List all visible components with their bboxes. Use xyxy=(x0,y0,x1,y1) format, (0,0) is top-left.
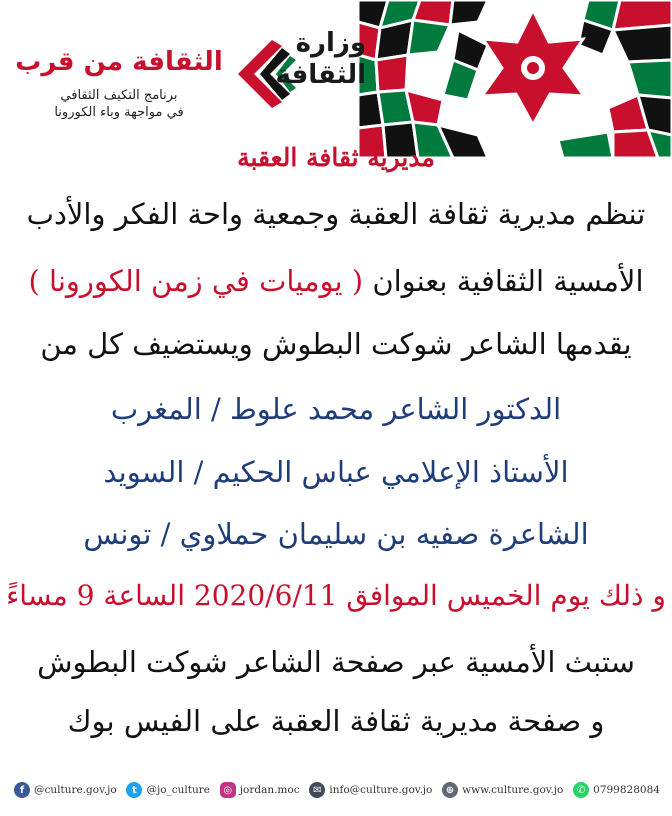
organizers-line: تنظم مديرية ثقافة العقبة وجمعية واحة الفكر والأدب xyxy=(26,197,646,231)
whatsapp-contact[interactable] xyxy=(573,782,660,798)
directorate-title: مديرية ثقافة العقبة xyxy=(237,143,435,172)
guest-3: الشاعرة صفيه بن سليمان حملاوي / تونس xyxy=(83,517,589,551)
program-subtitle-line1: برنامج التكيف الثقافي xyxy=(60,87,178,103)
ministry-title-line1: وزارة xyxy=(295,28,366,58)
broadcast-line-2: و صفحة مديرية ثقافة العقبة على الفيس بوك xyxy=(67,704,605,738)
event-title-prefix: الأمسية الثقافية بعنوان xyxy=(372,264,644,298)
program-title: الثقافة من قرب xyxy=(15,47,223,77)
globe-icon: ⊕ xyxy=(442,782,458,798)
program-subtitle-line2: في مواجهة وباء الكورونا xyxy=(54,105,184,121)
event-title-line xyxy=(0,264,672,298)
program-logo xyxy=(14,48,224,122)
guest-1: الدكتور الشاعر محمد علوط / المغرب xyxy=(110,392,562,426)
instagram-icon: ◎ xyxy=(220,782,236,798)
instagram-contact[interactable] xyxy=(220,782,300,798)
whatsapp-icon: ✆ xyxy=(573,782,589,798)
guest-2: الأستاذ الإعلامي عباس الحكيم / السويد xyxy=(103,455,569,489)
contact-footer xyxy=(14,780,660,800)
twitter-handle: @jo_culture xyxy=(146,784,210,796)
event-title: ( يوميات في زمن الكورونا ) xyxy=(28,264,364,298)
email-contact[interactable] xyxy=(309,782,432,798)
program-subtitle xyxy=(14,87,224,122)
host-line: يقدمها الشاعر شوكت البطوش ويستضيف كل من xyxy=(40,327,632,361)
twitter-icon: t xyxy=(126,782,142,798)
website-contact[interactable] xyxy=(442,782,563,798)
website-url: www.culture.gov.jo xyxy=(462,784,564,796)
facebook-handle: @culture.gov.jo xyxy=(34,784,117,796)
facebook-icon: f xyxy=(14,782,30,798)
instagram-handle: jordan.moc xyxy=(239,784,300,796)
event-datetime: و ذلك يوم الخميس الموافق 2020/6/11 الساعة 9 مساءً xyxy=(6,579,666,612)
facebook-contact[interactable] xyxy=(14,782,117,798)
ministry-title-line2: الثقافة xyxy=(275,60,366,90)
mosaic-star-banner xyxy=(358,0,672,158)
email-address: info@culture.gov.jo xyxy=(329,784,433,796)
ministry-logo xyxy=(236,18,366,118)
twitter-contact[interactable] xyxy=(126,782,210,798)
email-icon: ✉ xyxy=(309,782,325,798)
whatsapp-number: 0799828084 xyxy=(593,784,660,796)
broadcast-line-1: ستبث الأمسية عبر صفحة الشاعر شوكت البطوش xyxy=(37,645,635,679)
